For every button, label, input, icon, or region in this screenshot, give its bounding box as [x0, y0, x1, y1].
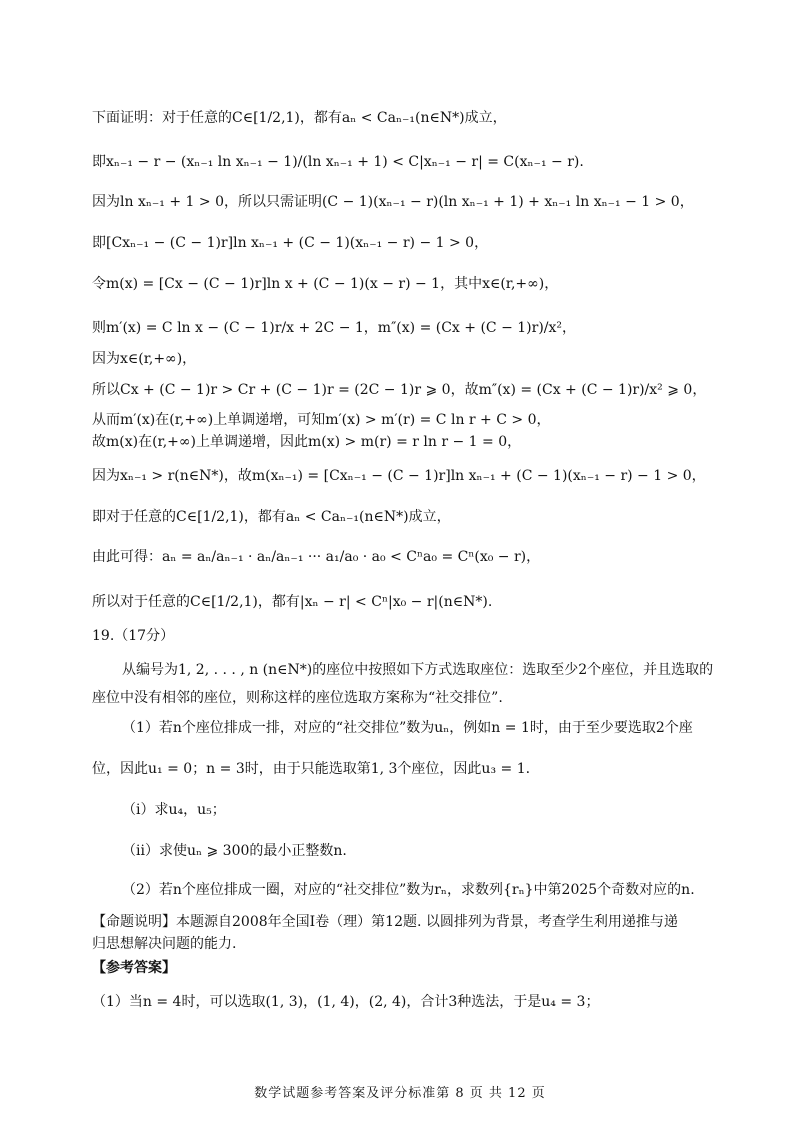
- text-line: 下面证明：对于任意的C∈[1/2,1)，都有aₙ < Caₙ₋₁(n∈N*)成立，: [92, 110, 507, 126]
- text-line: 则m′(x) = C ln x − (C − 1)r/x + 2C − 1，m″(x) = (Cx + (C − 1)r)/x²，: [92, 320, 577, 336]
- text-line: 从而m′(x)在(r,+∞)上单调递增，可知m′(x) > m′(r) = C ln r + C > 0，: [92, 412, 551, 428]
- text-line: （ii）求使uₙ ⩾ 300的最小正整数n.: [122, 843, 347, 859]
- text-line: （2）若n个座位排成一圈，对应的“社交排位”数为rₙ，求数列{rₙ}中第2025个奇数对应的n.: [122, 882, 695, 898]
- reference-answer-heading: 【参考答案】: [92, 960, 176, 976]
- page-footer: 数学试题参考答案及评分标准第 8 页 共 12 页: [254, 1086, 546, 1101]
- text-line: 因为ln xₙ₋₁ + 1 > 0，所以只需证明(C − 1)(xₙ₋₁ − r)(ln xₙ₋₁ + 1) + xₙ₋₁ ln xₙ₋₁ − 1 > 0，: [92, 194, 694, 210]
- text-line: 所以对于任意的C∈[1/2,1)，都有|xₙ − r| < Cⁿ|x₀ − r|(n∈N*).: [92, 594, 493, 610]
- note-line: 【命题说明】本题源自2008年全国Ⅰ卷（理）第12题. 以圆排列为背景，考查学生利用递推与递: [92, 914, 678, 930]
- text-line: 位，因此u₁ = 0；n = 3时，由于只能选取第1, 3个座位，因此u₃ = 1.: [92, 761, 531, 777]
- text-line: 即对于任意的C∈[1/2,1)，都有aₙ < Caₙ₋₁(n∈N*)成立，: [92, 509, 451, 525]
- text-line: 故m(x)在(r,+∞)上单调递增，因此m(x) > m(r) = r ln r − 1 = 0，: [92, 434, 522, 450]
- text-line: 由此可得：aₙ = aₙ/aₙ₋₁ · aₙ/aₙ₋₁ ··· a₁/a₀ · a₀ < Cⁿa₀ = Cⁿ(x₀ − r)，: [92, 549, 541, 565]
- question-heading: 19.（17分）: [92, 628, 175, 644]
- text-line: 令m(x) = [Cx − (C − 1)r]ln x + (C − 1)(x − r) − 1，其中x∈(r,+∞)，: [92, 276, 559, 292]
- text-line: 座位中没有相邻的座位，则称这样的座位选取方案称为“社交排位”.: [92, 690, 503, 706]
- text-line: 即xₙ₋₁ − r − (xₙ₋₁ ln xₙ₋₁ − 1)/(ln xₙ₋₁ + 1) < C|xₙ₋₁ − r| = C(xₙ₋₁ − r).: [92, 154, 584, 170]
- text-line: 因为xₙ₋₁ > r(n∈N*)，故m(xₙ₋₁) = [Cxₙ₋₁ − (C − 1)r]ln xₙ₋₁ + (C − 1)(xₙ₋₁ − r) − 1 > 0，: [92, 468, 706, 484]
- text-line: （1）若n个座位排成一排，对应的“社交排位”数为uₙ，例如n = 1时，由于至少要选取2个座: [122, 720, 693, 736]
- text-line: 从编号为1, 2, . . . , n (n∈N*)的座位中按照如下方式选取座位：选取至少2个座位，并且选取的: [122, 662, 714, 678]
- text-line: （i）求u₄，u₅；: [122, 802, 226, 818]
- text-line: 因为x∈(r,+∞)，: [92, 351, 197, 367]
- text-line: （1）当n = 4时，可以选取(1, 3)，(1, 4)，(2, 4)，合计3种选法，于是u₄ = 3；: [92, 994, 600, 1010]
- text-line: 所以Cx + (C − 1)r > Cr + (C − 1)r = (2C − 1)r ⩾ 0，故m″(x) = (Cx + (C − 1)r)/x² ⩾ 0，: [92, 382, 707, 398]
- text-line: 即[Cxₙ₋₁ − (C − 1)r]ln xₙ₋₁ + (C − 1)(xₙ₋₁ − r) − 1 > 0，: [92, 235, 489, 251]
- note-line: 归思想解决问题的能力.: [92, 936, 237, 952]
